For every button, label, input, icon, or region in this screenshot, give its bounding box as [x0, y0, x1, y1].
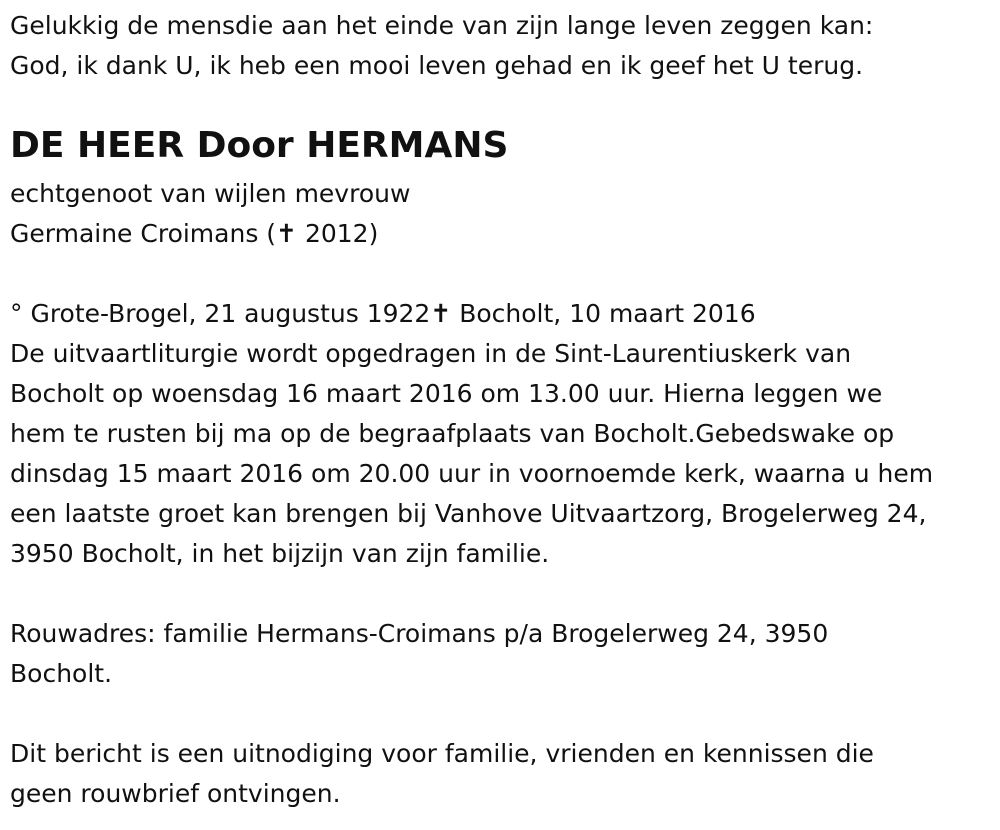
- birth-death-line: ° Grote-Brogel, 21 augustus 1922✝ Bocholt, 10 maart 2016: [10, 299, 756, 328]
- quote-line-2: God, ik dank U, ik heb een mooi leven gehad en ik geef het U terug.: [10, 51, 864, 80]
- mourning-address-line-1: Rouwadres: familie Hermans-Croimans p/a Brogelerweg 24, 3950: [10, 619, 829, 648]
- deceased-name-heading: DE HEER Door HERMANS: [10, 125, 509, 166]
- spouse-line-2: Germaine Croimans (✝ 2012): [10, 219, 379, 248]
- funeral-text-line: 3950 Bocholt, in het bijzijn van zijn familie.: [10, 539, 550, 568]
- funeral-text-line: dinsdag 15 maart 2016 om 20.00 uur in voornoemde kerk, waarna u hem: [10, 459, 934, 488]
- funeral-text-line: hem te rusten bij ma op de begraafplaats van Bocholt.Gebedswake op: [10, 419, 895, 448]
- notice-line-1: Dit bericht is een uitnodiging voor familie, vrienden en kennissen die: [10, 739, 874, 768]
- mourning-address-line-2: Bocholt.: [10, 659, 113, 688]
- funeral-text-line: De uitvaartliturgie wordt opgedragen in de Sint-Laurentiuskerk van: [10, 339, 852, 368]
- notice-line-2: geen rouwbrief ontvingen.: [10, 779, 341, 808]
- funeral-text-line: een laatste groet kan brengen bij Vanhove Uitvaartzorg, Brogelerweg 24,: [10, 499, 927, 528]
- spouse-line-1: echtgenoot van wijlen mevrouw: [10, 179, 411, 208]
- funeral-text-line: Bocholt op woensdag 16 maart 2016 om 13.00 uur. Hierna leggen we: [10, 379, 883, 408]
- quote-line-1: Gelukkig de mensdie aan het einde van zijn lange leven zeggen kan:: [10, 11, 874, 40]
